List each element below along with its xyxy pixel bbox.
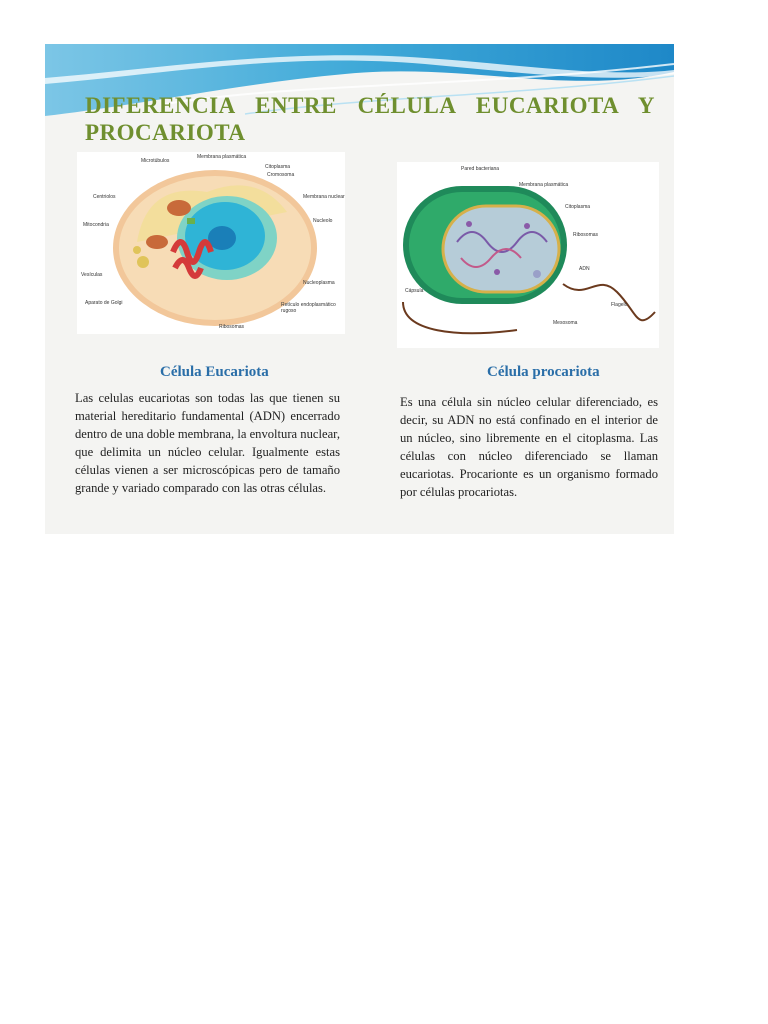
title-line-2: PROCARIOTA [85, 120, 246, 145]
label-citoplasma: Citoplasma [265, 164, 291, 170]
title-line-1: DIFERENCIA ENTRE CÉLULA EUCARIOTA Y [85, 93, 655, 118]
prokaryotic-cell-illustration [397, 162, 659, 348]
label-nucleoplasma: Nucleoplasma [303, 280, 335, 286]
label-capsula: Cápsula [405, 288, 424, 294]
label-flagelo: Flagelo [611, 302, 628, 308]
label-reticulo: Retículo endoplasmático rugoso [281, 302, 336, 314]
label-membrana-nuclear: Membrana nuclear [303, 194, 345, 200]
label-nucleolo: Nucleolo [313, 218, 333, 224]
label-aparato-golgi: Aparato de Golgi [85, 300, 123, 306]
eukaryote-description: Las celulas eucariotas son todas las que tienen su material hereditario fundamental (ADN) encerrado dentro de una doble membrana, la envoltura nuclear, que delimita un núcleo celular. Igualmente estas células vienen a ser microscópicas pero de tamaño grande y variado comparado con las otras células. [75, 391, 340, 495]
label-ribosomas-pro: Ribosomas [573, 232, 599, 238]
label-cromosoma: Cromosoma [267, 172, 295, 178]
label-adn: ADN [579, 266, 590, 272]
prokaryotic-cell-diagram [397, 162, 659, 348]
label-membrana-plasmatica-pro: Membrana plasmática [519, 182, 569, 188]
label-citoplasma-pro: Citoplasma [565, 204, 591, 210]
slide [45, 44, 674, 534]
label-centriolos: Centriolos [93, 194, 116, 200]
label-mitocondria: Mitocondria [83, 222, 109, 228]
prokaryote-heading: Célula procariota [487, 364, 600, 380]
label-ribosomas: Ribosomas [219, 324, 245, 330]
eukaryote-heading: Célula Eucariota [160, 364, 269, 380]
label-vesiculas: Vesículas [81, 272, 103, 278]
prokaryote-description: Es una célula sin núcleo celular diferenciado, es decir, su ADN no está confinado en el interior de un núcleo, sino libremente en el citoplasma. Las células con núcleo diferenciado se llaman eucariotas. Procarionte es un organismo formado por células procariotas. [400, 395, 658, 499]
page-title [85, 92, 655, 146]
label-pared-bacteriana: Pared bacteriana [461, 166, 500, 172]
eukaryotic-cell-diagram [77, 152, 345, 334]
label-microtubulos: Microtúbulos [141, 158, 170, 164]
label-membrana-plasmatica: Membrana plasmática [197, 154, 247, 160]
label-mesosoma: Mesosoma [553, 320, 578, 326]
